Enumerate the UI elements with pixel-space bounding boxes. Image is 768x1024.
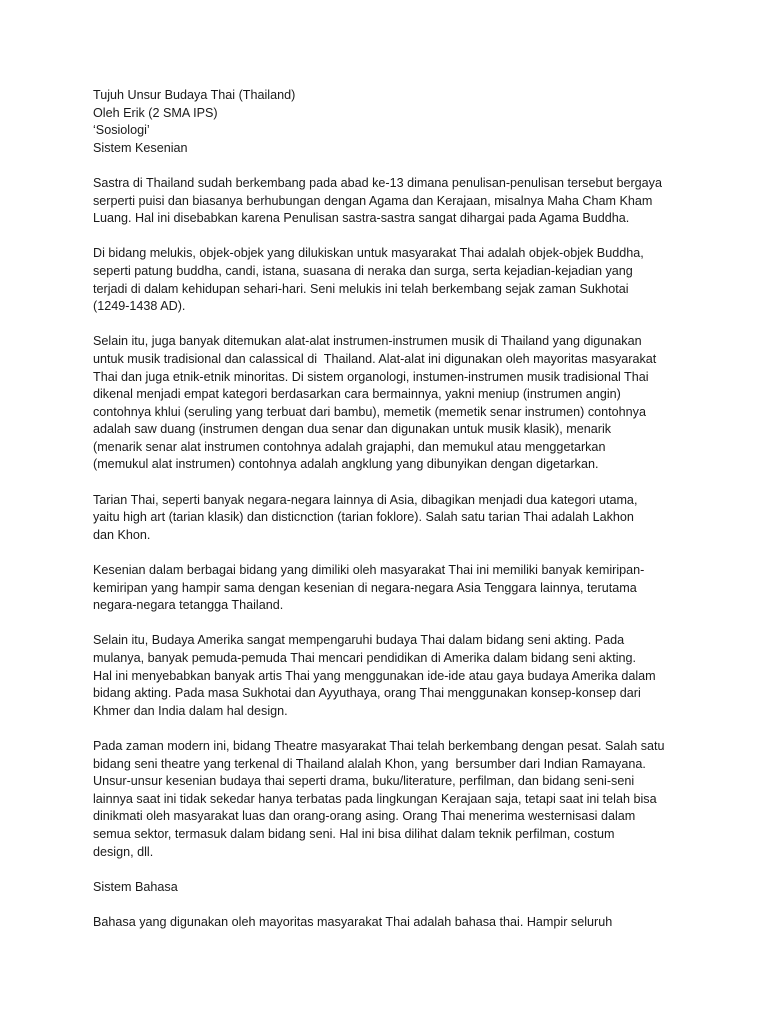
section-heading-bahasa-block: [93, 879, 683, 897]
paragraph-bahasa: [93, 914, 683, 932]
document-title: Tujuh Unsur Budaya Thai (Thailand): [93, 88, 296, 102]
text-line: contohnya khlui (seruling yang terbuat dari bambu), memetik (memetik senar instrumen) contohnya: [93, 404, 646, 419]
text-line: dan Khon.: [93, 527, 151, 542]
document-header: [93, 87, 683, 157]
text-line: Di bidang melukis, objek-objek yang dilukiskan untuk masyarakat Thai adalah objek-objek Buddha,: [93, 246, 644, 261]
text-line: bidang seni theatre yang terkenal di Thailand alalah Khon, yang bersumber dari Indian Ramayana.: [93, 756, 646, 771]
paragraph-amerika: [93, 632, 683, 720]
paragraph-musik: [93, 333, 683, 474]
text-line: (memukul alat instrumen) contohnya adalah angklung yang dibunyikan dengan digetarkan.: [93, 457, 599, 472]
paragraph-melukis: [93, 245, 683, 315]
text-line: mulanya, banyak pemuda-pemuda Thai mencari pendidikan di Amerika dalam bidang seni akting.: [93, 651, 637, 665]
text-line: Bahasa yang digunakan oleh mayoritas masyarakat Thai adalah bahasa thai. Hampir seluruh: [93, 914, 613, 929]
text-line: lainnya saat ini tidak sekedar hanya terbatas pada lingkungan Kerajaan saja, tetapi saat ini telah bisa: [93, 791, 657, 806]
subject-line: ‘Sosiologi’: [93, 123, 150, 138]
text-line: kemiripan yang hampir sama dengan kesenian di negara-negara Asia Tenggara lainnya, terutama: [93, 580, 637, 595]
text-line: Unsur-unsur kesenian budaya thai seperti drama, buku/literature, perfilman, dan bidang seni-seni: [93, 774, 635, 789]
text-line: Sastra di Thailand sudah berkembang pada abad ke-13 dimana penulisan-penulisan tersebut bergaya: [93, 175, 662, 190]
text-line: terjadi di dalam kehidupan sehari-hari. Seni melukis ini telah berkembang sejak zaman Sukhotai: [93, 281, 629, 296]
text-line: seperti patung buddha, candi, istana, suasana di neraka dan surga, serta kejadian-kejadian yang: [93, 263, 633, 278]
text-line: Kesenian dalam berbagai bidang yang dimiliki oleh masyarakat Thai ini memiliki banyak kemiripan-: [93, 563, 645, 578]
text-line: (1249-1438 AD).: [93, 299, 186, 314]
text-line: negara-negara tetangga Thailand.: [93, 598, 284, 613]
author-line: Oleh Erik (2 SMA IPS): [93, 105, 218, 120]
text-line: untuk musik tradisional dan calassical di Thailand. Alat-alat ini digunakan oleh mayoritas masyarakat: [93, 351, 657, 366]
text-line: Luang. Hal ini disebabkan karena Penulisan sastra-sastra sangat dihargai pada Agama Buddha.: [93, 211, 630, 226]
text-line: Pada zaman modern ini, bidang Theatre masyarakat Thai telah berkembang dengan pesat. Salah satu: [93, 738, 665, 753]
text-line: bidang akting. Pada masa Sukhotai dan Ayyuthaya, orang Thai menggunakan konsep-konsep dari: [93, 686, 641, 701]
text-line: design, dll.: [93, 844, 154, 859]
paragraph-tarian: [93, 492, 683, 545]
section-heading-kesenian: Sistem Kesenian: [93, 140, 188, 155]
text-line: adalah saw duang (instrumen dengan dua senar dan digunakan untuk musik klasik), menarik: [93, 422, 612, 437]
text-line: yaitu high art (tarian klasik) dan disticnction (tarian foklore). Salah satu tarian Thai adalah Lakhon: [93, 510, 634, 525]
paragraph-modern: [93, 738, 683, 861]
paragraph-kemiripan: [93, 562, 683, 615]
text-line: dinikmati oleh masyarakat luas dan orang-orang asing. Orang Thai menerima westernisasi dalam: [93, 809, 636, 824]
document-body: [93, 87, 683, 932]
text-line: semua sektor, termasuk dalam bidang seni. Hal ini bisa dilihat dalam teknik perfilman, costum: [93, 826, 615, 841]
text-line: dikenal menjadi empat kategori berdasarkan cara bermainnya, yakni meniup (instrumen angin): [93, 387, 621, 402]
text-line: serperti puisi dan biasanya berhubungan dengan Agama dan Kerajaan, misalnya Maha Cham Kham: [93, 193, 653, 208]
text-line: Selain itu, Budaya Amerika sangat mempengaruhi budaya Thai dalam bidang seni akting. Pada: [93, 633, 625, 648]
text-line: Hal ini menyebabkan banyak artis Thai yang menggunakan ide-ide atau gaya budaya Amerika dalam: [93, 668, 656, 683]
paragraph-sastra: [93, 175, 683, 228]
section-heading-bahasa: Sistem Bahasa: [93, 879, 178, 894]
text-line: Tarian Thai, seperti banyak negara-negara lainnya di Asia, dibagikan menjadi dua kategori utama,: [93, 492, 638, 507]
text-line: Thai dan juga etnik-etnik minoritas. Di sistem organologi, instumen-instrumen musik tradisional Thai: [93, 369, 649, 384]
text-line: (menarik senar alat instrumen contohnya adalah grajaphi, dan memukul atau menggetarkan: [93, 439, 606, 454]
text-line: Selain itu, juga banyak ditemukan alat-alat instrumen-instrumen musik di Thailand yang digunakan: [93, 334, 642, 349]
text-line: Khmer dan India dalam hal design.: [93, 703, 288, 718]
